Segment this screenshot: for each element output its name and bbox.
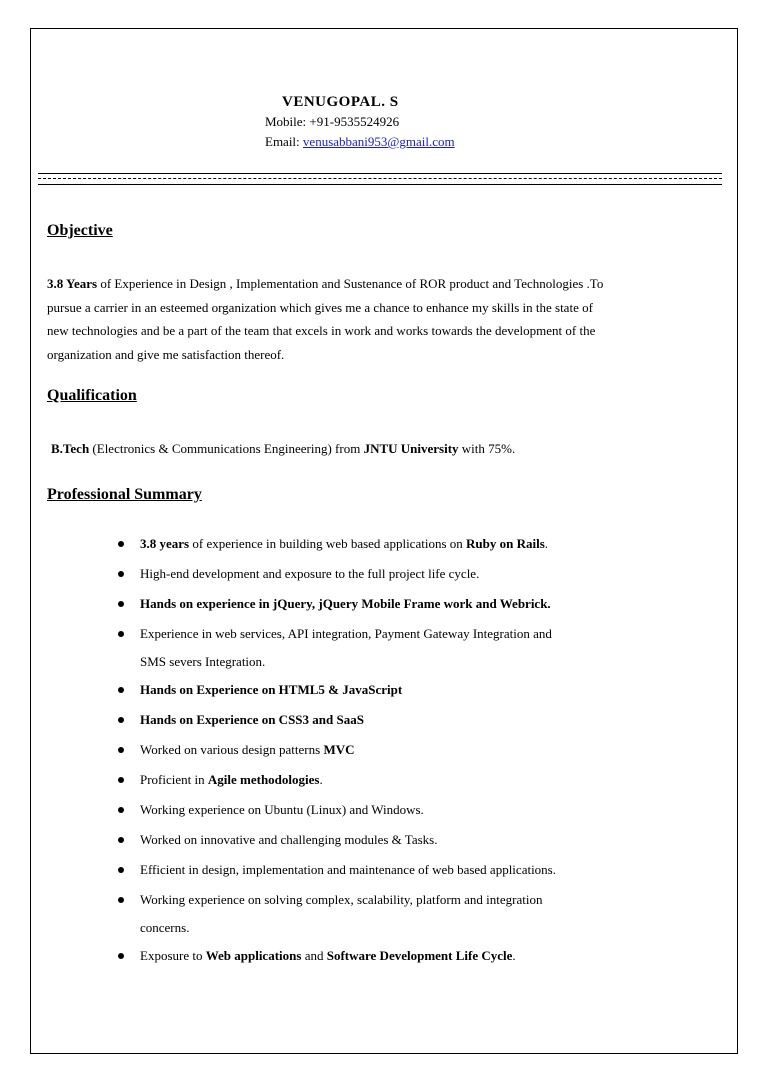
header-divider: [38, 173, 722, 185]
qualification-heading: Qualification: [47, 387, 137, 404]
item-bold: Agile methodologies: [207, 772, 320, 787]
item-text: Working experience on Ubuntu (Linux) and Windows.: [140, 802, 424, 817]
item-text: .: [512, 948, 516, 963]
item-text: .: [319, 772, 323, 787]
objective-line-2: pursue a carrier in an esteemed organization which gives me a chance to enhance my skills in the state of: [47, 299, 593, 315]
bullet-icon: [118, 953, 124, 959]
email-label: Email:: [265, 134, 300, 149]
item-text: and: [301, 948, 327, 963]
bullet-icon: [118, 747, 124, 753]
mobile-line: [265, 114, 399, 130]
item-bold: Hands on experience in jQuery, jQuery Mobile Frame work and Webrick.: [140, 596, 551, 611]
bullet-icon: [118, 631, 124, 637]
bullet-icon: [118, 687, 124, 693]
item-bold: Hands on Experience on HTML5 & JavaScript: [140, 682, 403, 697]
bullet-icon: [118, 717, 124, 723]
mobile-number: +91-9535524926: [309, 114, 400, 129]
bullet-icon: [118, 541, 124, 547]
bullet-icon: [118, 601, 124, 607]
qualification-text: [51, 437, 721, 461]
item-text: Worked on innovative and challenging modules & Tasks.: [140, 832, 438, 847]
degree-detail: (Electronics & Communications Engineering) from: [89, 441, 364, 456]
objective-line-1: [47, 272, 717, 296]
objective-line-4: organization and give me satisfaction thereof.: [47, 347, 285, 363]
item-text: of experience in building web based applications on: [189, 536, 467, 551]
item-bold: Ruby on Rails: [466, 536, 545, 551]
candidate-name: VENUGOPAL. S: [282, 94, 399, 110]
summary-heading: Professional Summary: [47, 486, 202, 503]
item-text: Efficient in design, implementation and maintenance of web based applications.: [140, 862, 556, 877]
item-text: Working experience on solving complex, scalability, platform and integration: [140, 892, 543, 907]
objective-paragraph: [47, 272, 717, 367]
email-line: [265, 134, 455, 150]
objective-line-1-text: of Experience in Design , Implementation and Sustenance of ROR product and Technologies .To: [97, 276, 604, 291]
item-text: Worked on various design patterns: [140, 742, 324, 757]
objective-years: 3.8 Years: [47, 276, 98, 291]
grade: with 75%.: [458, 441, 516, 456]
bullet-icon: [118, 867, 124, 873]
item-text: Experience in web services, API integration, Payment Gateway Integration and: [140, 626, 552, 641]
bullet-icon: [118, 571, 124, 577]
email-link[interactable]: venusabbani953@gmail.com: [302, 134, 455, 149]
objective-line-3: new technologies and be a part of the team that excels in work and works towards the development of the: [47, 323, 596, 339]
item-text: Proficient in: [140, 772, 208, 787]
item-text: High-end development and exposure to the full project life cycle.: [140, 566, 480, 581]
bullet-icon: [118, 807, 124, 813]
objective-heading: Objective: [47, 222, 113, 239]
bullet-icon: [118, 897, 124, 903]
bullet-icon: [118, 837, 124, 843]
item-bold: Web applications: [205, 948, 302, 963]
item-text-line2: SMS severs Integration.: [140, 654, 266, 669]
bullet-icon: [118, 777, 124, 783]
item-bold: MVC: [323, 742, 355, 757]
item-bold: Software Development Life Cycle: [326, 948, 513, 963]
university: JNTU University: [363, 441, 459, 456]
mobile-label: Mobile:: [265, 114, 307, 129]
item-text-line2: concerns.: [140, 920, 190, 935]
item-text: Exposure to: [140, 948, 206, 963]
item-bold: Hands on Experience on CSS3 and SaaS: [140, 712, 364, 727]
item-bold: 3.8 years: [140, 536, 190, 551]
item-text: .: [544, 536, 549, 551]
degree: B.Tech: [51, 441, 90, 456]
